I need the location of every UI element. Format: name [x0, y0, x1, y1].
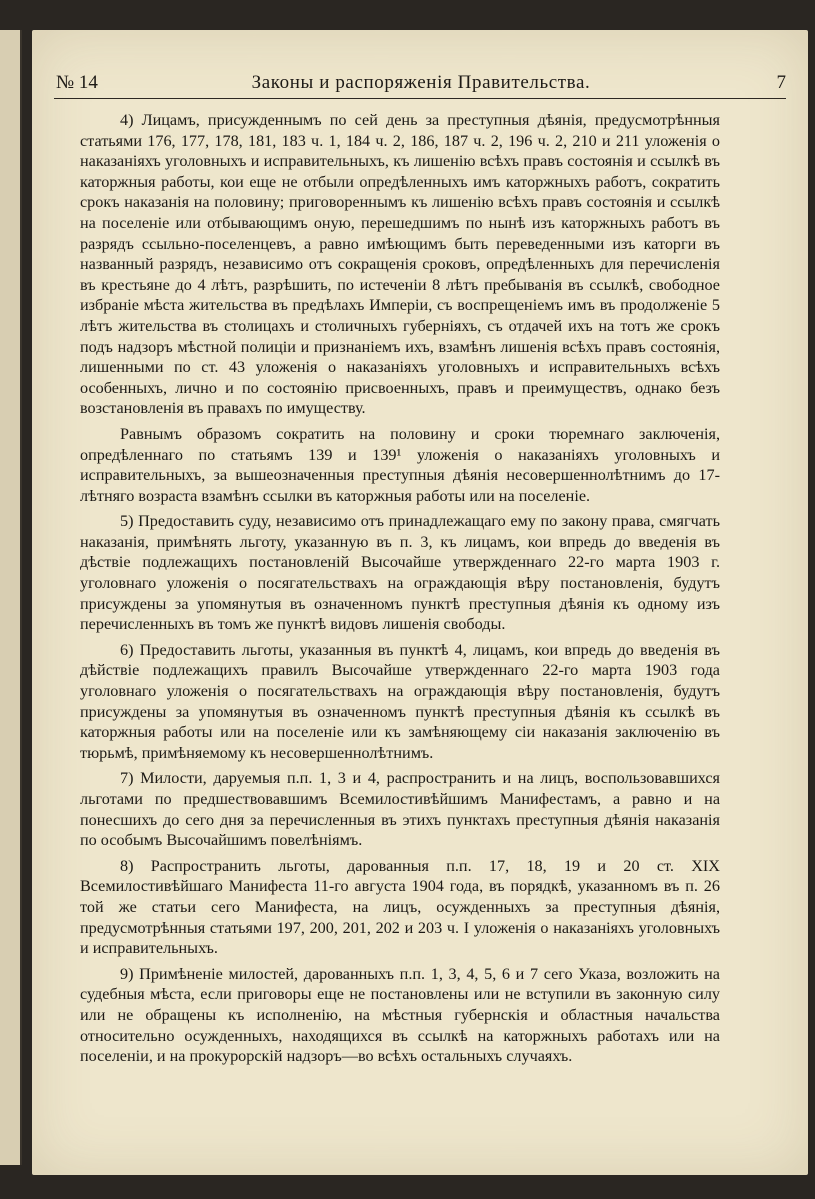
document-page	[32, 30, 808, 1175]
paragraph-item-6: 6) Предоставить льготы, указанныя въ пунктѣ 4, лицамъ, кои впредь до введенія въ дѣйствіе подлежащихъ правилъ Высочайше утвержденнаго 22-го марта 1903 года уголовнаго уложенія о посягательствахъ на ограждающія вѣру постановленія, будутъ присуждены за упомянутыя въ означенномъ пунктѣ преступныя дѣянія къ ссылкѣ въ каторжныя работы или на поселеніе или къ замѣняющему сіи наказанія заключенію въ тюрьмѣ, примѣняемому къ несовершеннолѣтнимъ.	[80, 640, 720, 762]
previous-page-edge	[0, 30, 22, 1165]
section-title: Законы и распоряженія Правительства.	[251, 72, 591, 93]
issue-number: № 14	[56, 72, 98, 93]
paragraph-item-4-continuation: Равнымъ образомъ сократить на половину и сроки тюремнаго заключенія, опредѣленнаго по статьямъ 139 и 139¹ уложенія о наказаніяхъ уголовныхъ и исправительныхъ, за вышеозначенныя преступныя дѣянія несовершеннолѣтнимъ до 17-лѣтняго возраста взамѣнъ ссылки въ каторжныя работы или на поселеніе.	[80, 424, 720, 505]
page-number: 7	[776, 72, 786, 93]
header-rule	[54, 98, 786, 99]
paragraph-item-5: 5) Предоставить суду, независимо отъ принадлежащаго ему по закону права, смягчать наказанія, примѣнять льготу, указанную въ п. 3, къ лицамъ, кои впредь до введенія въ дѣствіе подлежащихъ постановленій Высочайше утвержденнаго 22-го марта 1903 г. уголовнаго уложенія о посягательствахъ на ограждающія вѣру постановленія, будутъ присуждены за упомянутыя въ означенномъ пунктѣ преступныя дѣянія къ одному изъ перечисленныхъ въ томъ же пунктѣ видовъ лишенія свободы.	[80, 512, 720, 634]
paragraph-item-4: 4) Лицамъ, присужденнымъ по сей день за преступныя дѣянія, предусмотрѣнныя статьями 176, 177, 178, 181, 183 ч. 1, 184 ч. 2, 186, 187 ч. 2, 196 ч. 2, 210 и 211 уложенія о наказаніяхъ уголовныхъ и исправительныхъ, къ лишенію всѣхъ правъ состоянія и ссылкѣ въ каторжныя работы, кои еще не отбыли опредѣленныхъ имъ каторжныхъ работъ, сократить срокъ наказанія на половину; приговореннымъ къ лишенію всѣхъ правъ состоянія и ссылкѣ на поселеніе или отбывающимъ оную, перешедшимъ по нынѣ изъ каторжныхъ работъ въ разрядъ ссыльно-поселенцевъ, а равно имѣющимъ быть переведенными изъ каторги въ названный разрядъ, независимо отъ сокращенія сроковъ, опредѣленныхъ для перечисленія въ крестьяне до 4 лѣтъ, разрѣшить, по истеченіи 8 лѣтъ пребыванія въ ссылкѣ, свободное избраніе мѣста жительства въ предѣлахъ Имперіи, съ воспрещеніемъ имъ въ продолженіе 5 лѣтъ жительства въ столицахъ и столичныхъ губерніяхъ, съ отдачей ихъ на тотъ же срокъ подъ надзоръ мѣстной полиціи и признаніемъ ихъ, взамѣнъ лишенія всѣхъ правъ состоянія, лишенными по ст. 43 уложенія о наказаніяхъ уголовныхъ и исправительныхъ всѣхъ особенныхъ, лично и по состоянію присвоенныхъ, правъ и преимуществъ, однако безъ возстановленія въ правахъ по имуществу.	[80, 111, 720, 418]
paragraph-item-8: 8) Распространить льготы, дарованныя п.п. 17, 18, 19 и 20 ст. XIX Всемилостивѣйшаго Манифеста 11-го августа 1904 года, въ порядкѣ, указанномъ въ п. 26 той же статьи сего Манифеста, на лицъ, осужденныхъ за преступныя дѣянія, предусмотрѣнныя статьями 197, 200, 201, 202 и 203 ч. I уложенія о наказаніяхъ уголовныхъ и исправительныхъ.	[80, 856, 720, 958]
running-header	[56, 72, 786, 100]
paragraph-item-9: 9) Примѣненіе милостей, дарованныхъ п.п. 1, 3, 4, 5, 6 и 7 сего Указа, возложить на судебныя мѣста, если приговоры еще не постановлены или не вступили въ законную силу или не обращены къ исполненію, на мѣстныя губернскія и областныя начальства относительно осужденныхъ, находящихся въ ссылкѣ на каторжныхъ работахъ или на поселеніи, и на прокурорскій надзоръ—во всѣхъ остальныхъ случаяхъ.	[80, 964, 720, 1066]
paragraph-item-7: 7) Милости, даруемыя п.п. 1, 3 и 4, распространить и на лицъ, воспользовавшихся льготами по предшествовавшимъ Всемилостивѣйшимъ Манифестамъ, а равно и на понесшихъ до сего дня за перечисленныя въ этихъ пунктахъ преступныя дѣянія наказанія по особымъ Высочайшимъ повелѣніямъ.	[80, 769, 720, 850]
body-text	[80, 110, 720, 1072]
